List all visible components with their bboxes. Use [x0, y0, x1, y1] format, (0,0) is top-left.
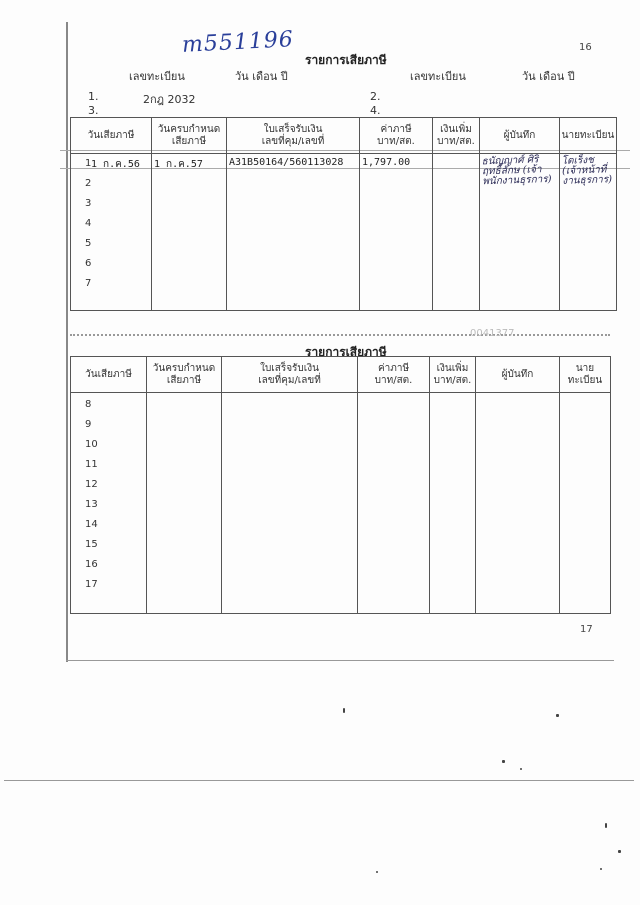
tax-amount-cell — [360, 154, 433, 311]
header-item-number: 2. — [370, 90, 381, 103]
tax-date-cell — [71, 154, 152, 311]
row-number: 2 — [85, 178, 92, 189]
recorder-cell — [480, 154, 560, 311]
row-number: 6 — [85, 258, 92, 269]
col-header-recorder: ผู้บันทึก — [476, 357, 560, 393]
scan-speck — [600, 868, 602, 870]
col-header-registrar: นายทะเบียน — [560, 118, 617, 154]
header-col-date: วัน เดือน ปี — [235, 70, 288, 83]
row-number: 4 — [85, 218, 92, 229]
row-number: 5 — [85, 238, 92, 249]
due-date-cell — [152, 154, 227, 311]
scan-speck — [502, 760, 505, 763]
receipt-cell — [227, 154, 360, 311]
handwritten-note: m551196 — [181, 27, 295, 58]
col-header-receipt: ใบเสร็จรับเงิน เลขที่คุม/เลขที่ — [222, 357, 358, 393]
row-number: 16 — [85, 559, 98, 570]
scan-artifact-line — [4, 780, 634, 781]
section-title: รายการเสียภาษี — [305, 53, 387, 67]
header-item-number: 4. — [370, 104, 381, 117]
registrar-cell — [560, 154, 617, 311]
registrar-cell — [560, 393, 611, 614]
page-bottom-border — [66, 660, 614, 661]
registrar-stamp: โตเร็งช (เจ้าหน้าที่งานธุรการ) — [561, 154, 613, 187]
row1-receipt: A31B50164/560113028 — [229, 157, 344, 168]
section-title-2: รายการเสียภาษี — [305, 345, 387, 359]
scan-speck — [556, 714, 559, 717]
receipt-cell — [222, 393, 358, 614]
row-number: 15 — [85, 539, 98, 550]
surcharge-cell — [433, 154, 480, 311]
page-number-bottom: 17 — [580, 624, 593, 635]
header-item-value: 2กฎ 2032 — [143, 93, 196, 106]
row-number-list — [71, 154, 151, 294]
row-number: 10 — [85, 439, 98, 450]
row-number: 1 — [85, 158, 92, 169]
col-header-tax-amount: ค่าภาษี บาท/สต. — [358, 357, 430, 393]
tax-table-1 — [70, 117, 617, 311]
row1-tax-amount: 1,797.00 — [362, 157, 411, 168]
col-header-due-date: วันครบกำหนด เสียภาษี — [147, 357, 222, 393]
col-header-tax-amount: ค่าภาษี บาท/สต. — [360, 118, 433, 154]
scan-speck — [605, 823, 607, 828]
dotted-separator — [70, 334, 610, 336]
row-number: 3 — [85, 198, 92, 209]
header-item-number: 3. — [88, 104, 99, 117]
col-header-surcharge: เงินเพิ่ม บาท/สต. — [430, 357, 476, 393]
row-number: 17 — [85, 579, 98, 590]
due-date-cell — [147, 393, 222, 614]
row-number: 12 — [85, 479, 98, 490]
scan-speck — [376, 871, 378, 873]
faint-serial-number: 0041377 — [470, 328, 515, 339]
surcharge-cell — [430, 393, 476, 614]
recorder-stamp: ธนัญญาศ์ ศิริฤทธิ์ลักษ (เจ้าพนักงานธุรการ) — [481, 154, 552, 188]
row-number: 13 — [85, 499, 98, 510]
col-header-receipt: ใบเสร็จรับเงิน เลขที่คุม/เลขที่ — [227, 118, 360, 154]
row1-due-date: 1 ก.ค.57 — [154, 159, 203, 170]
scan-speck — [343, 708, 345, 713]
page-left-border — [66, 22, 68, 662]
tax-amount-cell — [358, 393, 430, 614]
col-header-recorder: ผู้บันทึก — [480, 118, 560, 154]
col-header-tax-date: วันเสียภาษี — [71, 118, 152, 154]
row1-tax-date: 1 ก.ค.56 — [91, 159, 140, 170]
row-number: 11 — [85, 459, 98, 470]
col-header-surcharge: เงินเพิ่ม บาท/สต. — [433, 118, 480, 154]
row-number: 7 — [85, 278, 92, 289]
row-number-list — [71, 393, 146, 595]
recorder-cell — [476, 393, 560, 614]
header-col-date-2: วัน เดือน ปี — [522, 70, 575, 83]
page-number-top: 16 — [579, 42, 592, 53]
header-col-registration: เลขทะเบียน — [129, 70, 185, 83]
header-col-registration-2: เลขทะเบียน — [410, 70, 466, 83]
col-header-registrar: นายทะเบียน — [560, 357, 611, 393]
row-number: 14 — [85, 519, 98, 530]
row-number: 9 — [85, 419, 92, 430]
scan-speck — [618, 850, 621, 853]
header-item-number: 1. — [88, 90, 99, 103]
row-number: 8 — [85, 399, 92, 410]
tax-table-2 — [70, 356, 611, 614]
tax-date-cell — [71, 393, 147, 614]
col-header-tax-date: วันเสียภาษี — [71, 357, 147, 393]
col-header-due-date: วันครบกำหนด เสียภาษี — [152, 118, 227, 154]
scan-speck — [520, 768, 522, 770]
